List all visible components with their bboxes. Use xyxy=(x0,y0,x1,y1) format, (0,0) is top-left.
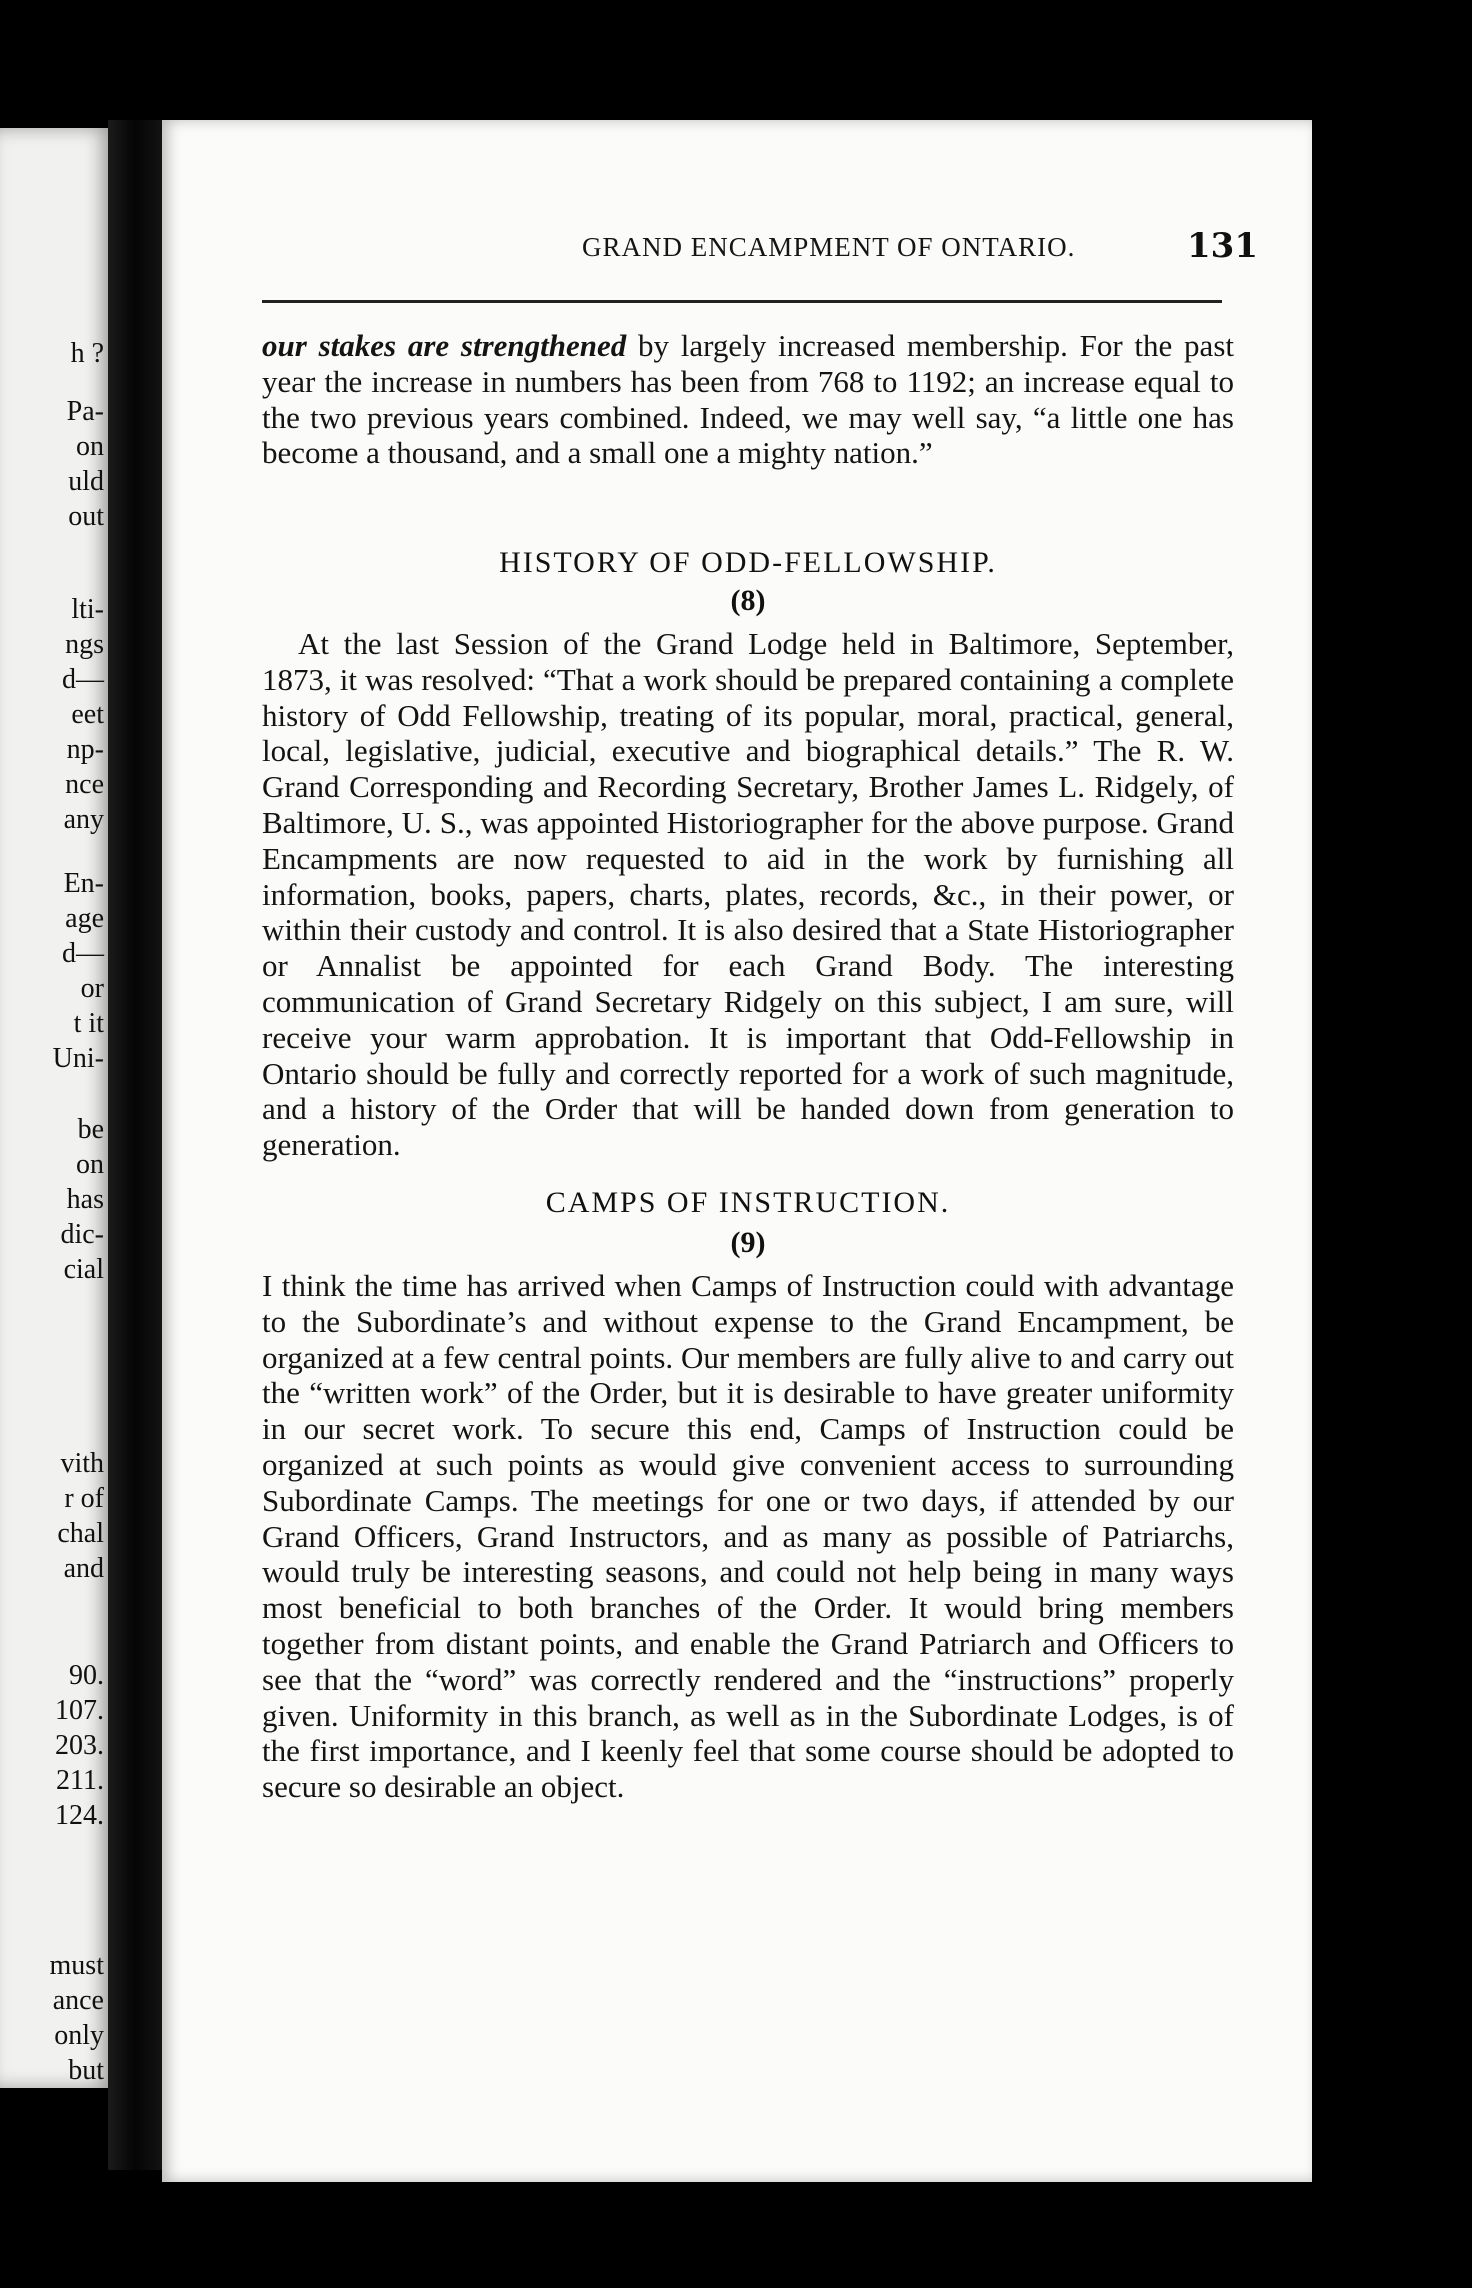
margin-fragment: on xyxy=(76,1149,104,1180)
margin-fragment: nce xyxy=(65,769,104,800)
margin-fragment: ance xyxy=(52,1985,104,2016)
section-number: (9) xyxy=(730,1226,766,1259)
margin-fragment: 211. xyxy=(56,1765,104,1796)
margin-fragment: has xyxy=(66,1184,104,1215)
margin-fragment: must xyxy=(49,1950,104,1981)
margin-fragment: be xyxy=(77,1114,104,1145)
section-body: At the last Session of the Grand Lodge held in Baltimore, September, 1873, it was resolved: “That a work should be prepared containing a complete history of Odd Fellowship, treating of its popular, moral, practical, general, local, legislative, judicial, executive and biographical details.” The R. W. Grand Corresponding and Recording Secretary, Brother James L. Ridgely, of Baltimore, U. S., was appointed Historiographer for the above purpose. Grand Encampments are now requested to aid in the work by furnishing all information, books, papers, charts, plates, records, &c., in their power, or within their custody and control. It is also desired that a State Historiographer or Annalist be appointed for each Grand Body. The interesting communication of Grand Secretary Ridgely on this subject, I am sure, will receive your warm approbation. It is important that Odd-Fellowship in Ontario should be fully and correctly reported for a work of such magnitude, and a history of the Order that will be handed down from generation to generation. xyxy=(262,626,1234,1163)
margin-fragment: En- xyxy=(63,868,104,899)
margin-fragment: cial xyxy=(63,1254,104,1285)
margin-fragment: Pa- xyxy=(66,396,104,427)
margin-fragment: age xyxy=(65,903,104,934)
margin-fragment: t it xyxy=(73,1008,104,1039)
margin-fragment: 124. xyxy=(55,1800,104,1831)
margin-fragment: on xyxy=(76,431,104,462)
intro-italic-lead: our stakes are strengthened xyxy=(262,328,627,363)
margin-fragment: 107. xyxy=(55,1695,104,1726)
section-body: I think the time has arrived when Camps of Instruction could with advantage to the Subordinate’s and without expense to the Grand Encampment, be organized at a few central points. Our members are fully alive to and carry out the “written work” of the Order, but it is desirable to have greater uniformity in our secret work. To secure this end, Camps of Instruction could be organized at such points as would give convenient access to surrounding Subordinate Camps. The meetings for one or two days, if attended by our Grand Officers, Grand Instructors, and as many as possible of Patriarchs, would truly be interesting seasons, and could not help being in many ways most beneficial to both branches of the Order. It would bring members together from distant points, and enable the Grand Patriarch and Officers to see that the “word” was correctly rendered and the “instructions” properly given. Uniformity in this branch, as well as in the Subordinate Lodges, is of the first importance, and I keenly feel that some course should be adopted to secure so desirable an object. xyxy=(262,1268,1234,1805)
margin-fragment: 203. xyxy=(55,1730,104,1761)
margin-fragment: chal xyxy=(57,1518,104,1549)
margin-fragment: and xyxy=(63,1553,104,1584)
header-rule xyxy=(262,300,1222,303)
margin-fragment: out xyxy=(68,501,104,532)
running-title: GRAND ENCAMPMENT OF ONTARIO. xyxy=(582,232,1076,262)
margin-fragment: d— xyxy=(62,938,104,969)
section-heading: CAMPS OF INSTRUCTION. xyxy=(545,1186,951,1219)
margin-fragment: eet xyxy=(71,699,104,730)
margin-fragment: ngs xyxy=(65,629,104,660)
margin-fragment: any xyxy=(63,804,104,835)
intro-text: by largely increased membership. For the past year the increase in numbers has been from 768 to 1192; an increase equal to the two previous years combined. Indeed, we may well say, “a little one has become a thousand, and a small one a mighty nation.” xyxy=(262,328,1234,471)
margin-fragment: np- xyxy=(66,734,104,765)
margin-fragment: r of xyxy=(64,1483,104,1514)
margin-fragment: or xyxy=(80,973,104,1004)
margin-fragment: lti- xyxy=(71,594,104,625)
margin-fragment: d— xyxy=(62,664,104,695)
margin-fragment: but xyxy=(68,2055,104,2086)
running-header xyxy=(262,226,1272,266)
section-heading: HISTORY OF ODD-FELLOWSHIP. xyxy=(499,546,997,579)
margin-fragment: Uni- xyxy=(52,1043,104,1074)
page-number: 131 xyxy=(1187,226,1258,266)
facing-page xyxy=(0,128,112,2088)
book-gutter xyxy=(108,120,168,2170)
margin-fragment: h ? xyxy=(70,338,104,369)
section-number: (8) xyxy=(730,584,766,617)
book-page xyxy=(162,120,1312,2182)
intro-paragraph xyxy=(262,328,1234,471)
margin-fragment: only xyxy=(54,2020,104,2051)
margin-fragment: vith xyxy=(60,1448,104,1479)
margin-fragment: uld xyxy=(68,466,104,497)
margin-fragment: 90. xyxy=(69,1660,104,1691)
margin-fragment: dic- xyxy=(60,1219,104,1250)
